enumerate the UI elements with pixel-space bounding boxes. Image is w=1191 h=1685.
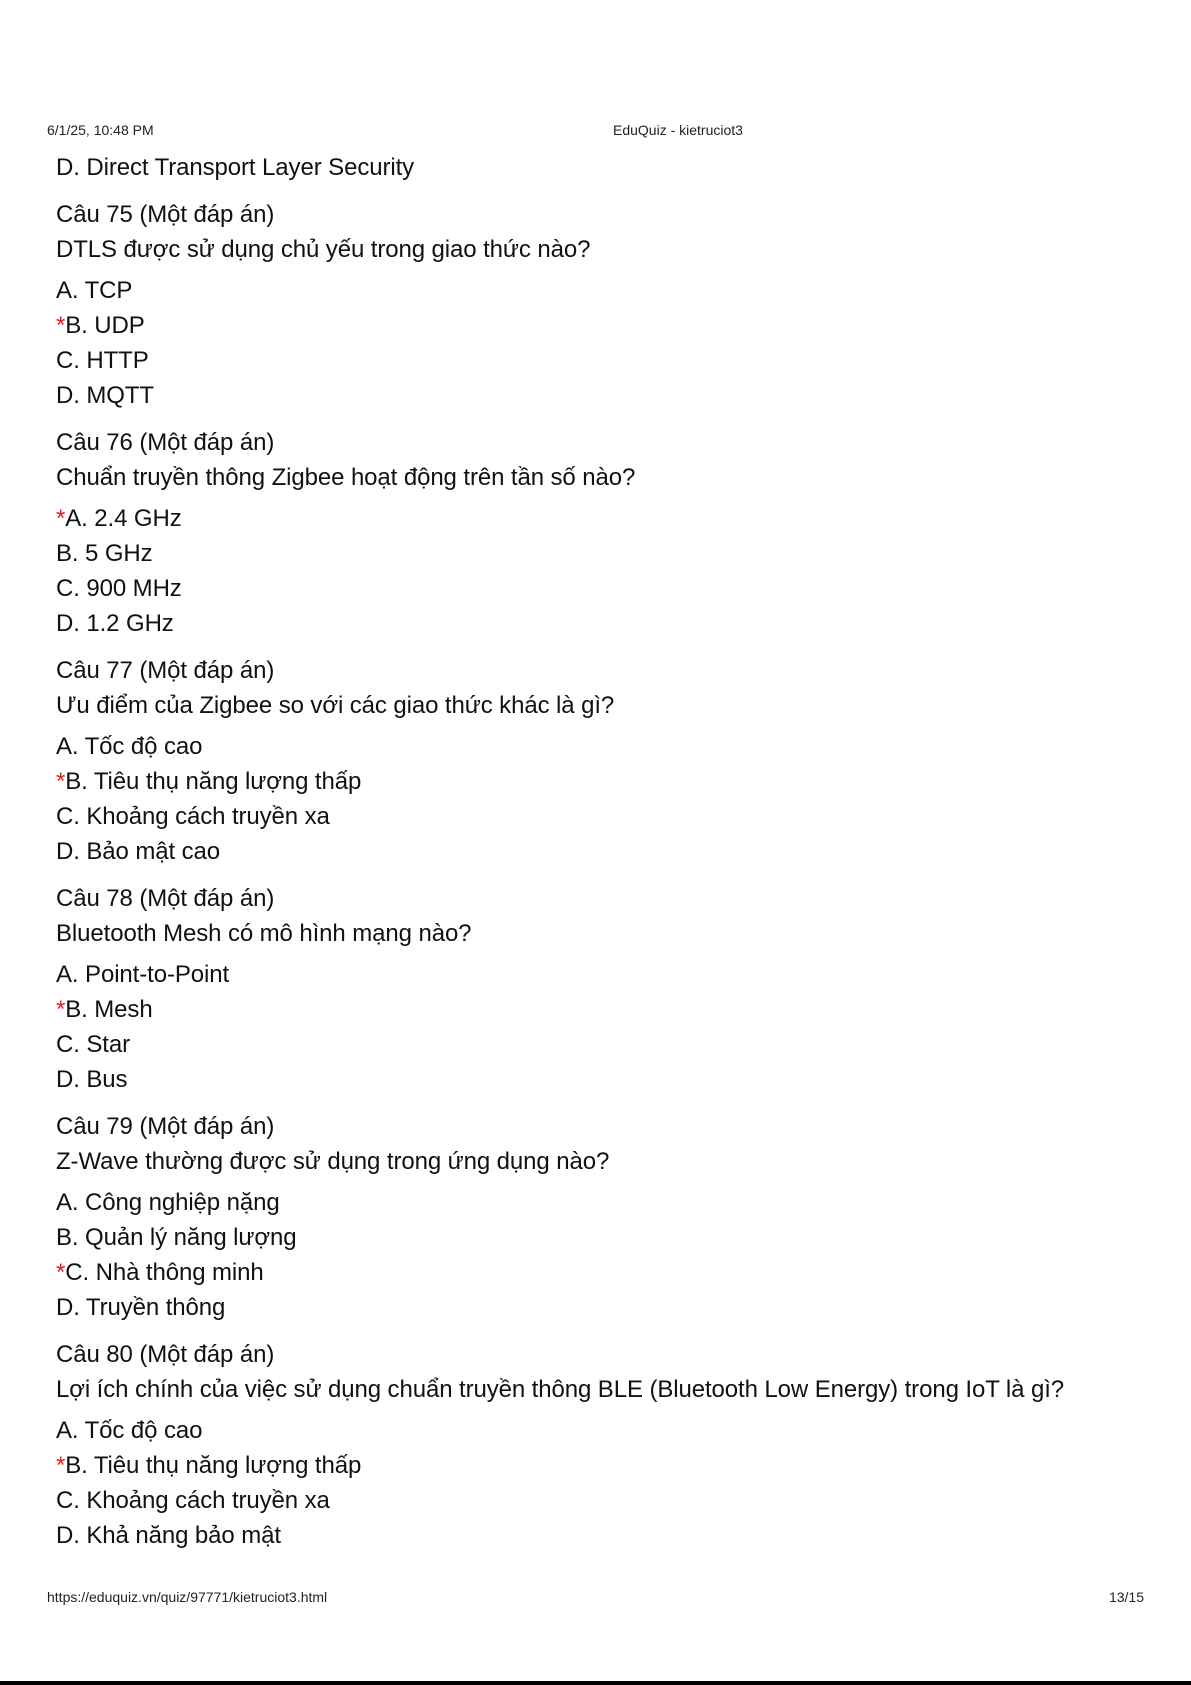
question-79 [56,1109,1136,1325]
answer-option-label: A. Công nghiệp nặng [56,1189,280,1216]
page-url: https://eduquiz.vn/quiz/97771/kietruciot3.html [47,1589,328,1605]
print-header [47,122,1144,142]
quiz-content [56,150,1136,1565]
print-datetime: 6/1/25, 10:48 PM [47,122,154,138]
answer-option-label: A. TCP [56,277,133,304]
answer-option-label: D. Truyền thông [56,1294,226,1321]
answer-option-label: C. Khoảng cách truyền xa [56,803,330,830]
question-78 [56,881,1136,1097]
question-title: Câu 77 (Một đáp án) [56,657,275,684]
answer-option-label: D. MQTT [56,382,154,409]
question-text: Bluetooth Mesh có mô hình mạng nào? [56,920,472,947]
question-76 [56,425,1136,641]
question-75 [56,197,1136,413]
answer-option-label: B. Quản lý năng lượng [56,1224,297,1251]
page-number: 13/15 [1108,1589,1144,1605]
question-title: Câu 80 (Một đáp án) [56,1341,275,1368]
answer-option [56,764,1136,799]
answer-option [56,273,1136,308]
question-title: Câu 78 (Một đáp án) [56,885,275,912]
answer-option [56,799,1136,834]
question-text: Lợi ích chính của việc sử dụng chuẩn truyền thông BLE (Bluetooth Low Energy) trong IoT là gì? [56,1376,1065,1403]
answer-option-label: D. 1.2 GHz [56,610,174,637]
answer-option [56,343,1136,378]
answer-option [56,308,1136,343]
question-text: Z-Wave thường được sử dụng trong ứng dụng nào? [56,1148,610,1175]
answer-option-label: B. 5 GHz [56,540,153,567]
answer-option [56,1483,1136,1518]
answer-option-label: D. Bảo mật cao [56,838,221,865]
answer-option [56,571,1136,606]
answer-option [56,1185,1136,1220]
question-text: Ưu điểm của Zigbee so với các giao thức khác là gì? [56,692,615,719]
answer-option [56,1290,1136,1325]
answer-option [56,834,1136,869]
answer-option-label: A. Point-to-Point [56,961,230,988]
question-title: Câu 76 (Một đáp án) [56,429,275,456]
answer-option [56,1413,1136,1448]
answer-option-label: D. Khả năng bảo mật [56,1522,281,1549]
answer-option [56,992,1136,1027]
answer-option [56,378,1136,413]
print-footer [47,1589,1144,1609]
answer-option [56,729,1136,764]
answer-option-label: C. 900 MHz [56,575,182,602]
answer-option-label: C. Khoảng cách truyền xa [56,1487,330,1514]
answer-option-label: B. UDP [65,312,145,339]
correct-answer-marker: * [56,505,66,532]
answer-option [56,606,1136,641]
page-bottom-edge [0,1681,1191,1685]
correct-answer-marker: * [56,996,66,1023]
answer-option-label: C. Nhà thông minh [65,1259,264,1286]
answer-option [56,536,1136,571]
question-77 [56,653,1136,869]
answer-option [56,957,1136,992]
answer-option-label: A. 2.4 GHz [65,505,182,532]
answer-option-label: C. Star [56,1031,130,1058]
answer-option [56,1448,1136,1483]
question-text: Chuẩn truyền thông Zigbee hoạt động trên tần số nào? [56,464,636,491]
correct-answer-marker: * [56,1259,66,1286]
answer-option-label: D. Bus [56,1066,128,1093]
print-page-title: EduQuiz - kietruciot3 [613,122,743,138]
answer-option-label: B. Mesh [65,996,153,1023]
answer-option [56,501,1136,536]
answer-option: D. Direct Transport Layer Security [56,154,415,181]
answer-option-label: A. Tốc độ cao [56,1417,203,1444]
correct-answer-marker: * [56,768,66,795]
answer-option [56,1220,1136,1255]
answer-option [56,1518,1136,1553]
answer-option-label: C. HTTP [56,347,149,374]
answer-option [56,1027,1136,1062]
answer-option-label: A. Tốc độ cao [56,733,203,760]
question-80 [56,1337,1136,1553]
answer-option [56,1062,1136,1097]
correct-answer-marker: * [56,312,66,339]
question-title: Câu 75 (Một đáp án) [56,201,275,228]
question-title: Câu 79 (Một đáp án) [56,1113,275,1140]
question-text: DTLS được sử dụng chủ yếu trong giao thức nào? [56,236,591,263]
answer-option [56,1255,1136,1290]
correct-answer-marker: * [56,1452,66,1479]
answer-option-label: B. Tiêu thụ năng lượng thấp [65,1452,362,1479]
answer-option-label: B. Tiêu thụ năng lượng thấp [65,768,362,795]
